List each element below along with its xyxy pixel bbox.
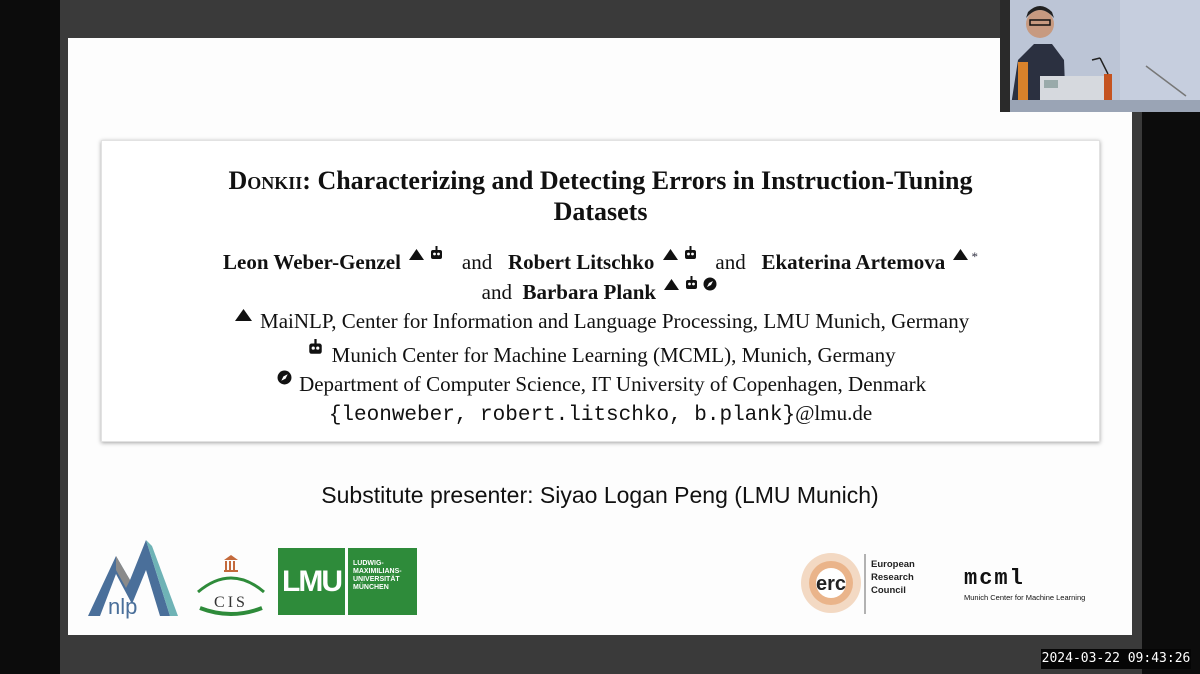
erc-logo <box>795 548 925 618</box>
paper-title-rest: : Characterizing and Detecting Errors in Instruction-Tuning <box>302 166 973 195</box>
author-emails <box>102 400 1099 429</box>
erc-logo-text: erc <box>815 573 847 595</box>
affiliation-2 <box>102 339 1099 368</box>
affiliation-text: Munich Center for Machine Learning (MCML), Munich, Germany <box>331 343 896 367</box>
lmu-logo-line: UNIVERSITÄT <box>353 576 400 583</box>
mcml-logo-subtitle: Munich Center for Machine Learning <box>964 593 1086 602</box>
paper-title-system-name: Donkii <box>228 166 303 195</box>
video-timestamp: 2024-03-22 09:43:26 <box>1041 649 1191 669</box>
erc-logo-graphic <box>795 548 867 618</box>
compass-icon <box>703 277 717 291</box>
erc-logo-line: Research <box>871 572 914 583</box>
affiliation-text: Department of Computer Science, IT University of Copenhagen, Denmark <box>299 372 927 396</box>
author-name: Ekaterina Artemova <box>761 250 946 274</box>
speaker-webcam-video <box>1000 0 1200 112</box>
author-line-1 <box>102 244 1099 275</box>
mainlp-logo-graphic <box>86 536 186 622</box>
presenter-caption: Substitute presenter: Siyao Logan Peng (LMU Munich) <box>321 482 879 508</box>
conjunction: and <box>461 250 493 274</box>
affiliation-text: MaiNLP, Center for Information and Language Processing, LMU Munich, Germany <box>260 309 970 333</box>
paper-title <box>142 165 1059 227</box>
mcml-logo-text: mcml <box>964 566 1025 591</box>
right-black-bar <box>1142 112 1200 674</box>
mcml-logo <box>964 566 1094 606</box>
robot-icon <box>683 246 698 261</box>
conjunction: and <box>481 280 512 304</box>
email-domain: @lmu.de <box>795 401 873 425</box>
affiliation-3 <box>102 370 1099 397</box>
lmu-logo <box>278 548 417 615</box>
conjunction: and <box>715 250 746 274</box>
cis-logo-text: CIS <box>214 594 248 611</box>
cis-logo-graphic <box>194 554 268 594</box>
erc-logo-label <box>871 558 915 597</box>
presentation-slide <box>68 38 1132 635</box>
mountain-icon <box>663 278 680 291</box>
lmu-logo-line: LUDWIG- <box>353 560 384 567</box>
speaker-webcam-image <box>1000 0 1200 112</box>
mountain-icon <box>408 248 425 261</box>
mainlp-logo-text: nlp <box>108 594 138 619</box>
lmu-logo-line: MÜNCHEN <box>353 584 389 591</box>
compass-icon <box>277 370 292 385</box>
lmu-logo-line: MAXIMILIANS- <box>353 568 402 575</box>
affiliation-1 <box>102 308 1099 334</box>
mainlp-logo <box>86 536 186 622</box>
footnote-star: * <box>971 249 978 264</box>
mountain-icon <box>234 308 253 322</box>
author-name: Leon Weber-Genzel <box>223 250 401 274</box>
email-usernames: {leonweber, robert.litschko, b.plank} <box>328 404 796 427</box>
paper-title-line2: Datasets <box>553 197 648 226</box>
robot-icon <box>684 276 699 291</box>
robot-icon <box>429 246 444 261</box>
author-name: Barbara Plank <box>522 280 657 304</box>
lmu-logo-short: LMU <box>278 548 345 615</box>
erc-logo-line: Council <box>871 585 906 596</box>
left-black-bar <box>0 0 60 674</box>
paper-header-screenshot <box>101 140 1100 442</box>
cis-logo <box>194 554 268 620</box>
erc-logo-line: European <box>871 559 915 570</box>
mountain-icon <box>952 248 969 261</box>
robot-icon <box>307 339 324 356</box>
cis-logo-arc <box>194 606 268 620</box>
mountain-icon <box>662 248 679 261</box>
author-line-2 <box>102 276 1099 305</box>
lmu-logo-long <box>348 548 417 615</box>
author-name: Robert Litschko <box>507 250 655 274</box>
